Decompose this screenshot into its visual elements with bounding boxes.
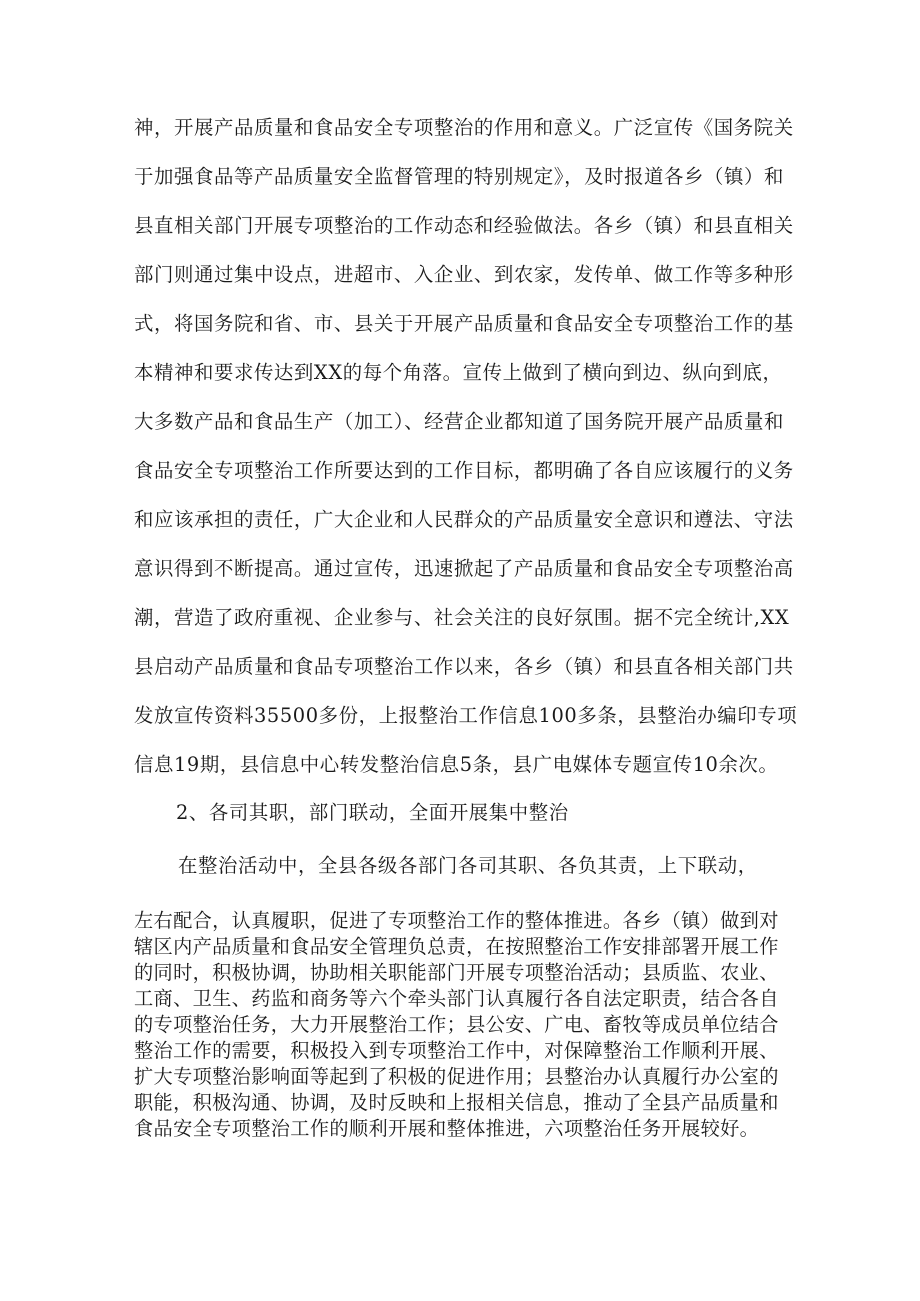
text-line: 于加强食品等产品质量安全监督管理的特别规定》，及时报道各乡（镇）和 <box>134 165 784 188</box>
text-line: 县直相关部门开展专项整治的工作动态和经验做法。各乡（镇）和县直相关 <box>134 214 794 237</box>
text-line: 意识得到不断提高。通过宣传，迅速掀起了产品质量和食品安全专项整治高 <box>134 557 794 580</box>
text-line: 神，开展产品质量和食品安全专项整治的作用和意义。广泛宣传《国务院关 <box>134 116 794 139</box>
text-line: 部门则通过集中设点，进超市、入企业、到农家，发传单、做工作等多种形 <box>134 263 794 286</box>
text-line: 信息19期，县信息中心转发整治信息5条，县广电媒体专题宣传10余次。 <box>134 753 779 776</box>
text-line: 辖区内产品质量和食品安全管理负总责，在按照整治工作安排部署开展工作 <box>134 935 779 958</box>
text-line: 食品安全专项整治工作所要达到的工作目标，都明确了各自应该履行的义务 <box>134 459 794 482</box>
text-line: 扩大专项整治影响面等起到了积极的促进作用；县整治办认真履行办公室的 <box>134 1065 779 1088</box>
text-line: 整治工作的需要，积极投入到专项整治工作中，对保障整治工作顺利开展、 <box>134 1039 779 1062</box>
paragraph-first-line: 在整治活动中，全县各级各部门各司其职、各负其责，上下联动， <box>178 854 758 877</box>
text-line: 潮，营造了政府重视、企业参与、社会关注的良好氛围。据不完全统计,XX <box>134 606 790 629</box>
text-line: 的专项整治任务，大力开展整治工作；县公安、广电、畜牧等成员单位结合 <box>134 1013 779 1036</box>
text-line: 的同时，积极协调，协助相关职能部门开展专项整治活动；县质监、农业、 <box>134 961 779 984</box>
text-line: 食品安全专项整治工作的顺利开展和整体推进，六项整治任务开展较好。 <box>134 1117 760 1140</box>
text-line: 和应该承担的责任，广大企业和人民群众的产品质量安全意识和遵法、守法 <box>134 508 794 531</box>
text-line: 本精神和要求传达到XX的每个角落。宣传上做到了横向到边、纵向到底， <box>134 361 783 384</box>
text-line: 大多数产品和食品生产（加工）、经营企业都知道了国务院开展产品质量和 <box>134 410 784 433</box>
text-line: 左右配合，认真履职，促进了专项整治工作的整体推进。各乡（镇）做到对 <box>134 909 779 932</box>
text-line: 职能，积极沟通、协调，及时反映和上报相关信息，推动了全县产品质量和 <box>134 1091 779 1114</box>
text-line: 工商、卫生、药监和商务等六个牵头部门认真履行各自法定职责，结合各自 <box>134 987 779 1010</box>
text-line: 发放宣传资料35500多份，上报整治工作信息100多条，县整治办编印专项 <box>134 704 798 727</box>
text-line: 县启动产品质量和食品专项整治工作以来，各乡（镇）和县直各相关部门共 <box>134 655 794 678</box>
text-line: 式，将国务院和省、市、县关于开展产品质量和食品安全专项整治工作的基 <box>134 312 794 335</box>
section-heading: 2、各司其职，部门联动，全面开展集中整治 <box>176 801 569 824</box>
